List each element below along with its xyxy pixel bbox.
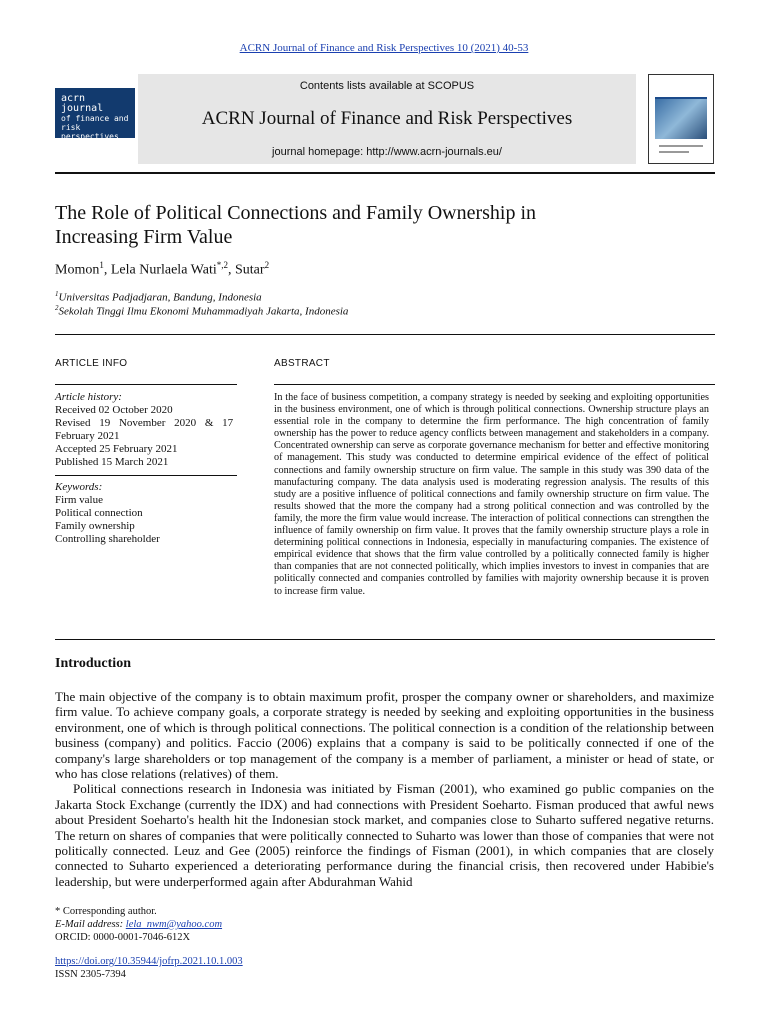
- journal-citation-link[interactable]: ACRN Journal of Finance and Risk Perspectives 10 (2021) 40-53: [239, 42, 529, 54]
- journal-logo: [55, 88, 135, 141]
- keyword: Firm value: [55, 494, 103, 506]
- author-affil-mark: *,2: [216, 260, 228, 270]
- introduction-body: [55, 689, 714, 889]
- history-label: Article history:: [55, 391, 122, 403]
- affiliation: [55, 304, 348, 318]
- author-name: Sutar: [235, 262, 265, 278]
- journal-cover-image: [648, 74, 714, 164]
- affil-text: Sekolah Tinggi Ilmu Ekonomi Muhammadiyah Jakarta, Indonesia: [58, 305, 349, 318]
- corresponding-note: * Corresponding author.: [55, 906, 157, 917]
- affiliation: [55, 290, 262, 304]
- divider: [55, 475, 237, 476]
- revised-date-cont: February 2021: [55, 430, 120, 442]
- doi-block: [55, 955, 243, 981]
- author-name: Momon: [55, 262, 100, 278]
- divider: [55, 334, 715, 335]
- logo-line: acrn: [61, 93, 86, 104]
- affil-text: Universitas Padjadjaran, Bandung, Indonesia: [58, 291, 262, 304]
- doi-link[interactable]: https://doi.org/10.35944/jofrp.2021.10.1.003: [55, 956, 243, 967]
- keyword: Controlling shareholder: [55, 533, 160, 545]
- divider: [274, 384, 715, 385]
- logo-line: journal: [61, 103, 104, 114]
- author-affil-mark: 1: [99, 260, 104, 270]
- author-affil-mark: 2: [264, 260, 270, 270]
- abstract-body: In the face of business competition, a company strategy is needed by seeking and exploiting opportunities in the business environment, one of which is through political connections. Ownership structure plays an essential role in the company to determine the firm performance. The high concentration of family ownership has the power to reduce agency conflicts between management and stakeholders in a company. Concentrated ownership can serve as corporate governance mechanism for better and effective monitoring of management. This study was conducted to determine empirical evidence of the effect of political connections and family ownership structure on firm value. The sample in this study was 390 data of the manufacturing company. The data analysis used is moderating regression analysis. The results of this study are a positive influence of political connections and family ownership structure on firm value. The results showed that the more the company had a strong political connection and was controlled by the family, the more the firm value would increase. The interaction of political connections can strengthen the influence of family ownership on firm value. It proves that the family ownership structure plays a role in determining political connections in Indonesia, especially in manufacturing companies. The existence of empirical evidence that shows that the firm value controlled by a politically connected family is higher than companies that are not connected politically, which implies investors to invest in companies that are politically connected and companies controlled by families with majority ownership because it is proven to increase firm value.: [274, 392, 709, 597]
- email-label: E-Mail address:: [55, 919, 124, 930]
- divider: [55, 639, 715, 640]
- logo-line: perspectives: [61, 132, 119, 141]
- journal-homepage[interactable]: journal homepage: http://www.acrn-journals.eu/: [272, 146, 502, 158]
- affil-mark: 1: [55, 290, 59, 298]
- divider: [55, 172, 715, 174]
- keyword: Political connection: [55, 507, 143, 519]
- contents-availability: Contents lists available at SCOPUS: [299, 80, 475, 92]
- published-date: Published 15 March 2021: [55, 456, 169, 468]
- journal-name: ACRN Journal of Finance and Risk Perspectives: [201, 108, 573, 129]
- keywords-label: Keywords:: [55, 481, 103, 493]
- article-info-heading: ARTICLE INFO: [55, 358, 128, 369]
- footnotes: [55, 905, 222, 944]
- article-history: [55, 391, 237, 469]
- author-list: Momon$^1$, Lela Nurlaela Wati$^{*,2}$, Sutar$^2$: [55, 260, 270, 278]
- paragraph: Political connections research in Indonesia was initiated by Fisman (2001), who examined go public companies on the Jakarta Stock Exchange (currently the IDX) and had connections with President Soeharto. Fisman produced that awful news about President Soeharto's health hit the Indonesian stock market, and companies close to Suharto suffered negative returns. The return on shares of companies that were politically connected to Suharto was lower than those of companies that were not politically connected. Leuz and Gee (2005) reinforce the findings of Fisman (2001), in which companies that are closely connected to Suharto experienced a deteriorating performance during the financial crisis, then recovered under Habibie's leadership, but were underperformed again after Abdurahman Wahid: [55, 781, 714, 889]
- affil-mark: 2: [55, 304, 59, 312]
- accepted-date: Accepted 25 February 2021: [55, 443, 178, 455]
- revised-date: Revised 19 November 2020 & 17: [55, 417, 234, 429]
- keywords: [55, 481, 237, 546]
- logo-line: of finance and risk: [61, 114, 129, 132]
- abstract-heading: ABSTRACT: [274, 358, 330, 369]
- issn: ISSN 2305-7394: [55, 969, 126, 980]
- title-line: Increasing Firm Value: [55, 226, 233, 248]
- received-date: Received 02 October 2020: [55, 404, 173, 416]
- title-line: The Role of Political Connections and Family Ownership in: [55, 202, 537, 224]
- section-heading: Introduction: [55, 656, 131, 671]
- email-link[interactable]: lela_nwm@yahoo.com: [125, 919, 223, 930]
- keyword: Family ownership: [55, 520, 135, 532]
- paper-title: [55, 201, 655, 249]
- paragraph: The main objective of the company is to obtain maximum profit, prosper the company owner or shareholders, and maximize firm value. To achieve company goals, a corporate strategy is needed by seeking and exploiting opportunities in the business environment, one of which is through political connections. The political connection is a condition of the relationship between business (company) and politics. Faccio (2006) explains that a company is said to be politically connected if one of the company's large shareholders or top management of the company is a member of parliament, a minister or head of state, or who has close relations (relatives) of them.: [55, 689, 714, 782]
- author-name: Lela Nurlaela Wati: [110, 262, 217, 278]
- divider: [55, 384, 237, 385]
- orcid: ORCID: 0000-0001-7046-612X: [55, 932, 191, 943]
